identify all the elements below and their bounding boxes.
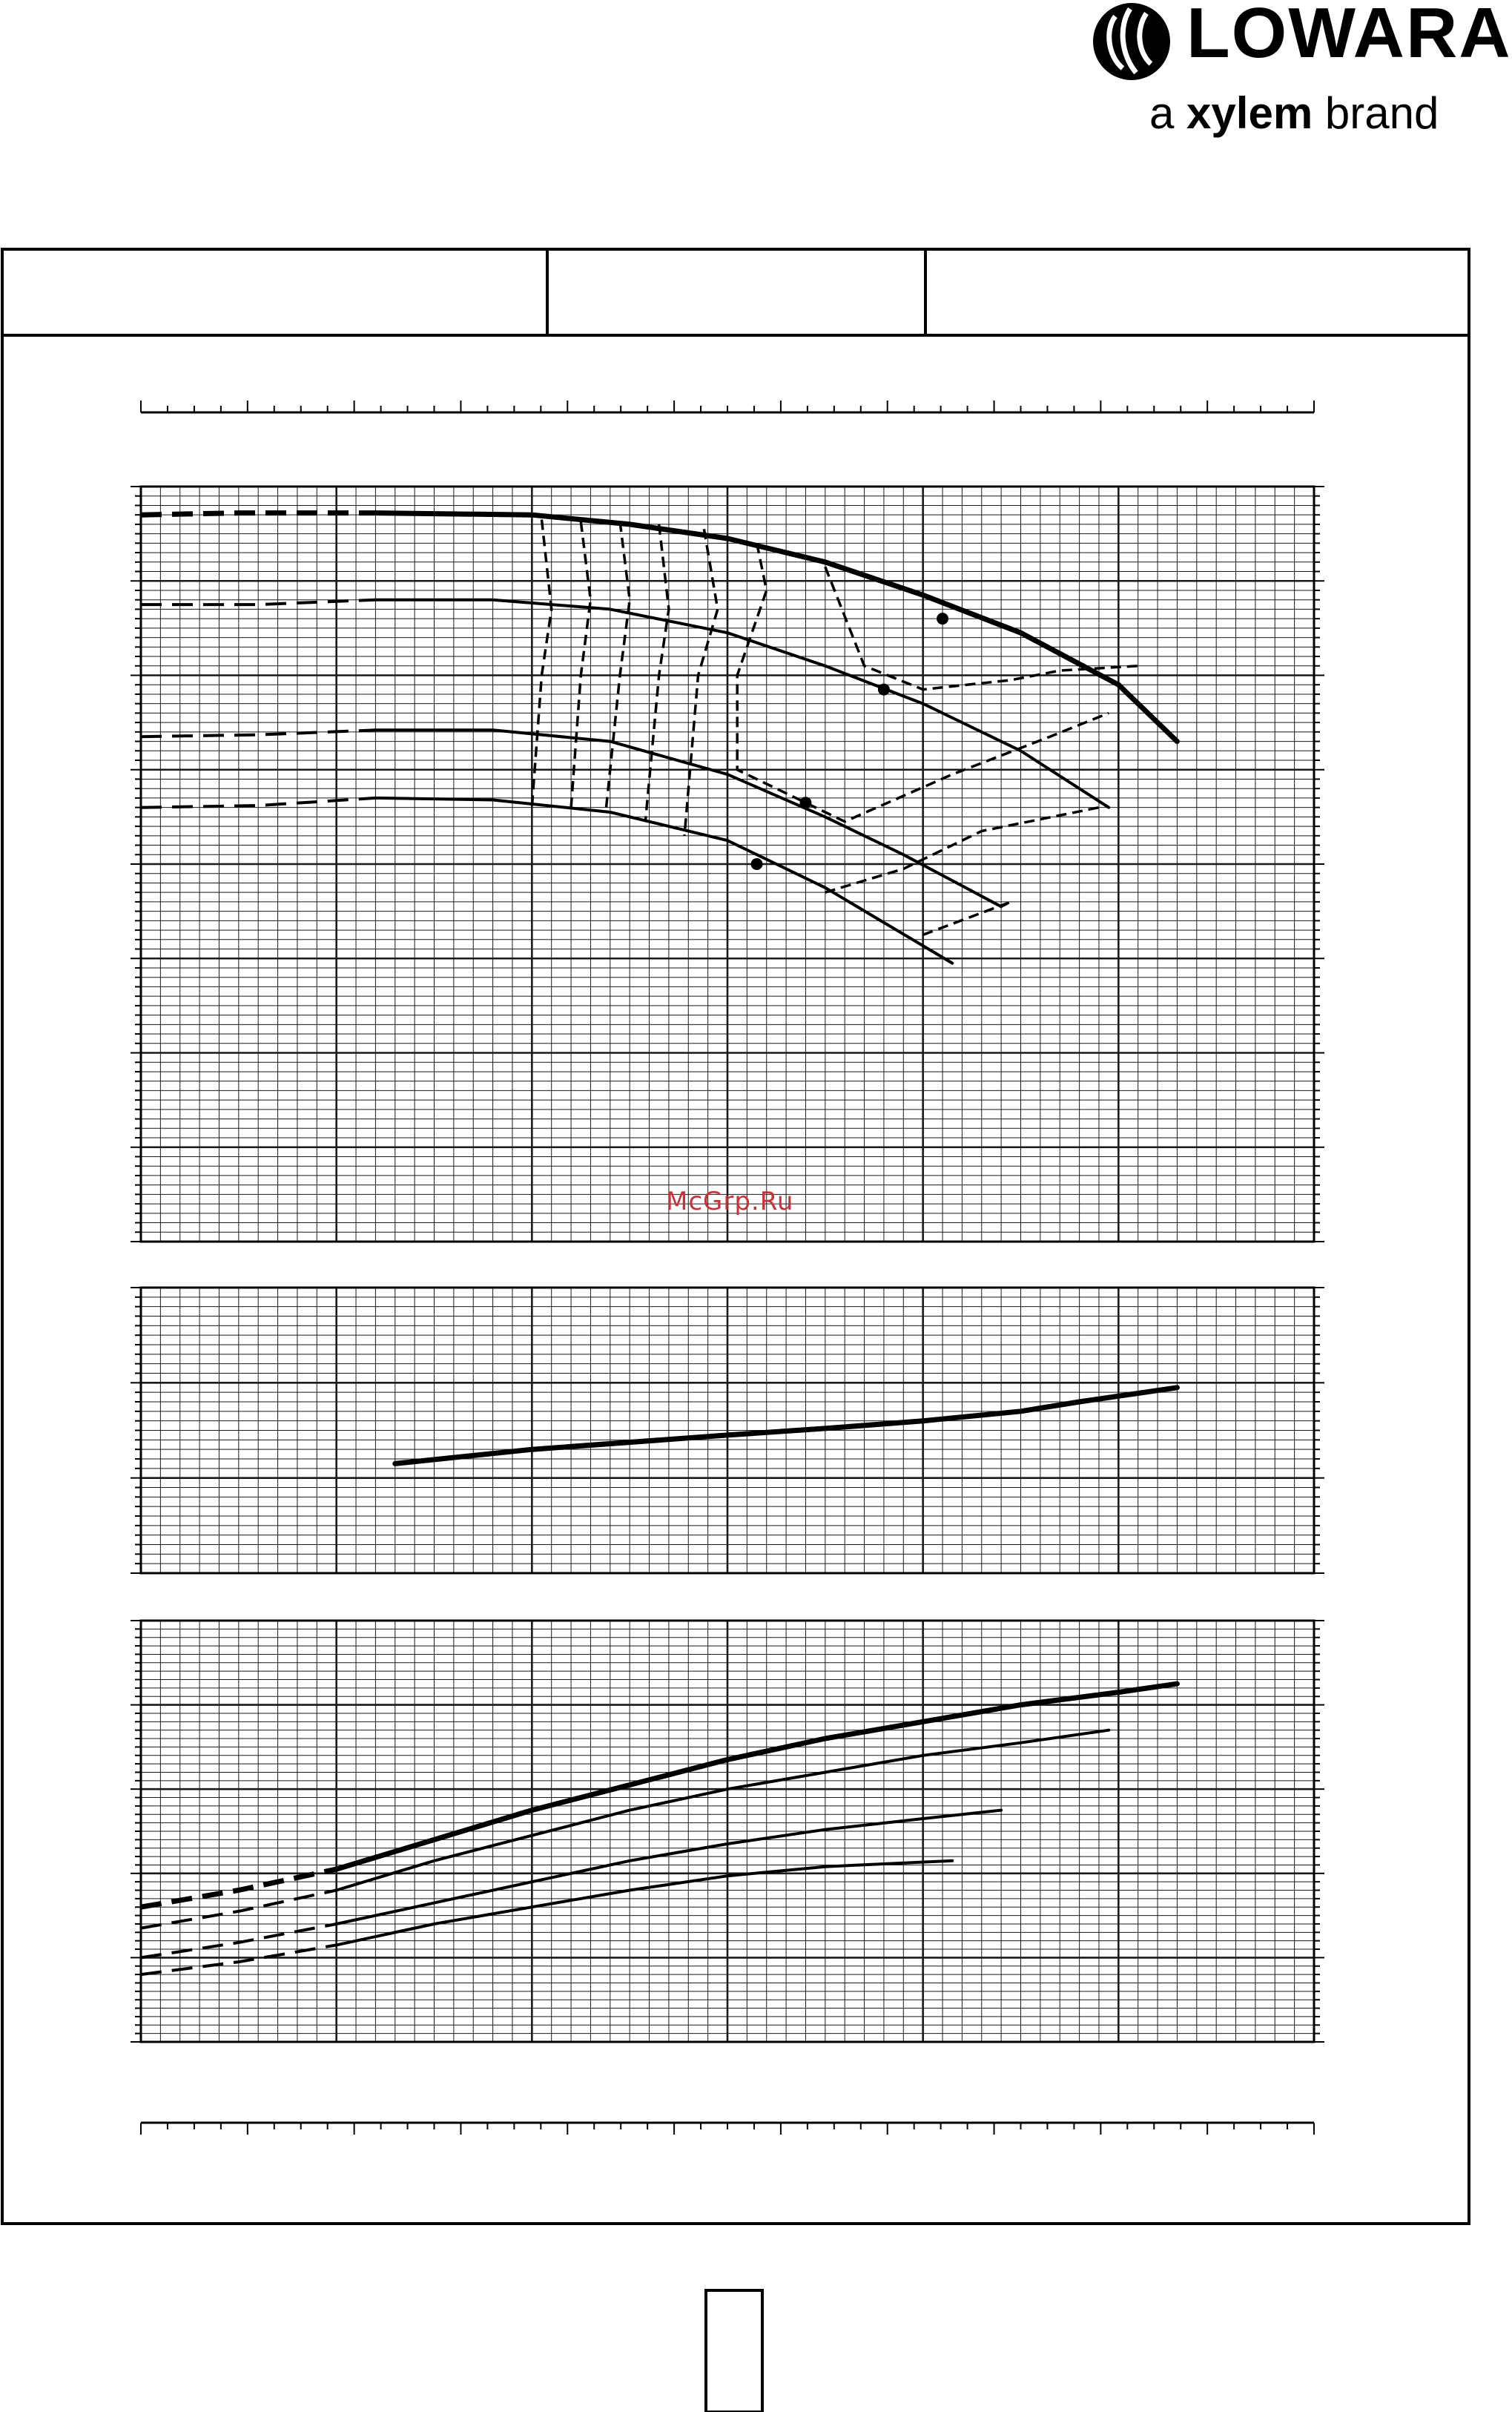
tagline-pre: a (1149, 88, 1175, 138)
tagline-bold: xylem (1186, 88, 1313, 138)
secondary-x-scale-top (141, 401, 1314, 412)
iso-efficiency-curve (607, 521, 630, 808)
lowara-logo (1090, 0, 1512, 156)
head-curve-chart (131, 487, 1324, 1242)
efficiency-marker (937, 613, 948, 625)
power-curve-chart (131, 1621, 1324, 2042)
efficiency-marker (799, 797, 811, 808)
iso-efficiency-curve (571, 521, 590, 808)
watermark-text: McGrp.Ru (666, 1187, 794, 1216)
efficiency-marker (878, 684, 890, 696)
tagline-post: brand (1324, 88, 1439, 138)
curve-0 (337, 1684, 1178, 1869)
curve-0 (375, 513, 1177, 742)
page-number-box (706, 2290, 762, 2412)
page-frame (2, 249, 1469, 2224)
iso-efficiency-curve (532, 520, 551, 808)
secondary-x-scale-bottom (141, 2123, 1314, 2135)
npsh-curve-chart (131, 1288, 1324, 1573)
brand-name: LOWARA (1186, 0, 1512, 73)
brand-tagline (1149, 88, 1439, 139)
iso-efficiency-curve (684, 529, 718, 836)
drop-emblem-icon (1090, 0, 1173, 83)
efficiency-marker (751, 858, 763, 870)
